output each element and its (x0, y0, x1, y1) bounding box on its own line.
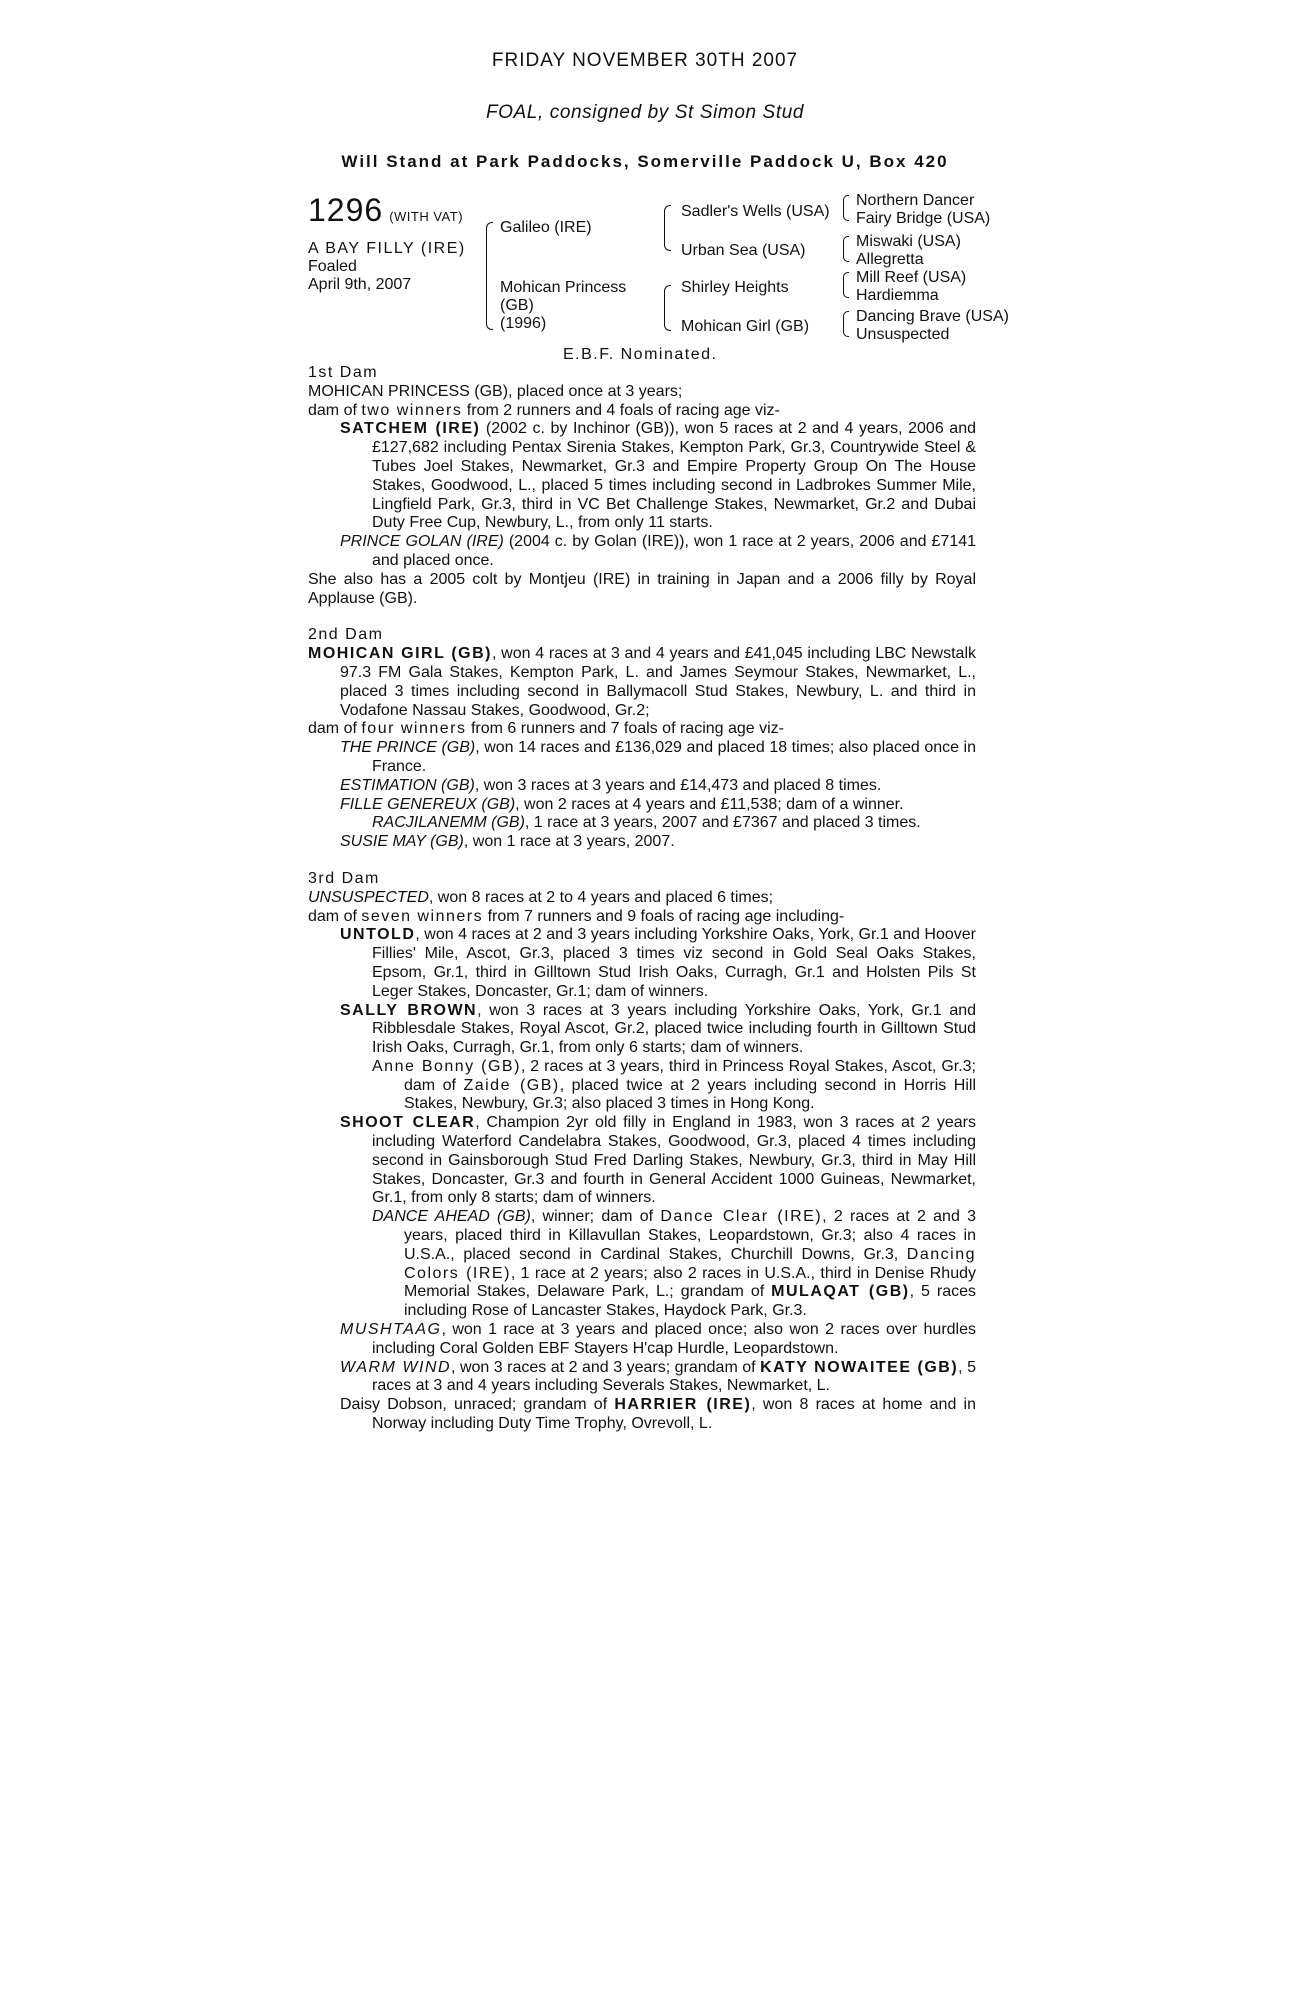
text-run: from 7 runners and 9 foals of racing age including- (483, 907, 845, 925)
text-run: , placed twice at 2 years including second in Horris Hill Stakes, Newbury, Gr.3; also placed 3 times in Hong Kong. (404, 1076, 977, 1113)
produce-entry-untold (308, 926, 976, 1001)
text-run: , winner; dam of (530, 1208, 661, 1226)
text-run: , 1 race at 3 years, 2007 and £7367 and placed 3 times. (524, 814, 921, 832)
produce-entry-shoot-clear (308, 1114, 976, 1208)
horse-name: PRINCE GOLAN (IRE) (340, 533, 504, 551)
ebf-nomination: E.B.F. Nominated. (563, 346, 718, 363)
horse-name: SATCHEM (IRE) (340, 420, 481, 438)
horse-name: UNSUSPECTED (308, 888, 429, 906)
pedigree-sire-sire: Sadler's Wells (USA) (681, 203, 830, 220)
winners-count: seven winners (361, 907, 484, 925)
second-dam-entry (308, 645, 976, 720)
text-run: , won 4 races at 3 and 4 years and £41,045 including LBC Newstalk 97.3 FM Gala Stakes, Kempton Park, L. and James Seymour Stakes, Newmarket, L., placed 3 times including second in Ballymacoll Stud Stakes, Newbury, L. and third in Vodafone Nassau Stakes, Goodwood, Gr.2; (340, 645, 976, 719)
winners-count: four winners (361, 720, 467, 738)
pedigree-dam-line1: Mohican Princess (500, 279, 627, 296)
produce-entry-the-prince (308, 739, 976, 777)
pedigree-g5: Mill Reef (USA) (856, 269, 967, 286)
produce-entry-sally-brown (308, 1002, 976, 1058)
text-run: dam of (308, 401, 362, 419)
text-run: (2004 c. by Golan (IRE)), won 1 race at 2 years, 2006 and £7141 and placed once. (372, 533, 977, 569)
consignment-line: FOAL, consigned by St Simon Stud (485, 102, 805, 123)
horse-name: WARM WIND (340, 1358, 452, 1376)
produce-entry-warm-wind (308, 1359, 976, 1397)
horse-name: HARRIER (IRE) (614, 1396, 752, 1414)
pedigree-brace (486, 222, 493, 330)
horse-name: Anne Bonny (GB) (372, 1057, 521, 1075)
horse-name: SUSIE MAY (GB) (340, 833, 464, 851)
first-dam-note: She also has a 2005 colt by Montjeu (IRE) in training in Japan and a 2006 filly by Royal Applause (GB). (308, 570, 976, 607)
text-run: , won 1 race at 3 years, 2007. (463, 833, 675, 851)
pedigree-g8: Unsuspected (856, 326, 950, 343)
text-run: , won 3 races at 3 years including Yorkshire Oaks, York, Gr.1 and Ribblesdale Stakes, Royal Ascot, Gr.2, placed twice including fourth in Gilltown Stud Irish Oaks, Curragh, Gr.1, from only 6 starts; dam of winners. (372, 1001, 977, 1057)
produce-entry-satchem (308, 420, 976, 533)
horse-name: MOHICAN GIRL (GB) (308, 645, 492, 663)
text-run: Daisy Dobson, unraced; grandam of (340, 1396, 615, 1414)
produce-entry-susie-may (308, 833, 976, 852)
pedigree-brace (843, 195, 849, 221)
second-dam-heading: 2nd Dam (308, 626, 384, 644)
pedigree-brace (843, 272, 849, 298)
catalogue-body (308, 364, 976, 1434)
spacer (308, 852, 976, 870)
horse-name: Dance Clear (IRE) (660, 1208, 823, 1226)
produce-entry-estimation (308, 777, 976, 796)
text-run: , won 8 races at 2 to 4 years and placed 6 times; (428, 888, 774, 906)
spacer (308, 608, 976, 626)
text-run: , won 4 races at 2 and 3 years including Yorkshire Oaks, York, Gr.1 and Hoover Fillies' Mile, Ascot, Gr.3, placed 3 times viz second in Gold Seal Oaks Stakes, Epsom, Gr.1, third in Gilltown Stud Irish Oaks, Curragh, Gr.1 and Holsten Pils St Leger Stakes, Doncaster, Gr.1; dam of winners. (372, 926, 976, 1000)
text-run: , 5 races at 3 and 4 years including Severals Stakes, Newmarket, L. (372, 1358, 976, 1395)
pedigree-brace (843, 311, 849, 337)
horse-name: RACJILANEMM (GB) (372, 814, 525, 832)
pedigree-dam-line2: (GB) (500, 297, 534, 314)
winners-count: two winners (361, 401, 463, 419)
produce-entry-anne-bonny (308, 1058, 976, 1114)
text-run: dam of (308, 720, 362, 738)
lot-number-block (308, 192, 463, 229)
text-run: from 2 runners and 4 foals of racing age viz- (462, 401, 780, 419)
pedigree-sire: Galileo (IRE) (500, 219, 592, 236)
third-dam-produce-intro (308, 908, 976, 927)
first-dam-line: MOHICAN PRINCESS (GB), placed once at 3 years; (308, 382, 683, 400)
horse-name: SALLY BROWN (340, 1001, 478, 1019)
pedigree-g7: Dancing Brave (USA) (856, 308, 1009, 325)
text-run: , won 1 race at 3 years and placed once; also won 2 races over hurdles including Coral Golden EBF Stayers H'cap Hurdle, Leopardstown. (372, 1321, 976, 1357)
produce-entry-prince-golan (308, 533, 976, 571)
lot-vat: (WITH VAT) (389, 209, 464, 224)
third-dam-heading: 3rd Dam (308, 869, 380, 887)
pedigree-g6: Hardiemma (856, 287, 939, 304)
pedigree-g1: Northern Dancer (856, 192, 975, 209)
produce-entry-daisy-dobson (308, 1396, 976, 1434)
horse-name: ESTIMATION (GB) (340, 776, 475, 794)
pedigree-brace (664, 205, 671, 251)
foaled-date: April 9th, 2007 (308, 276, 412, 293)
first-dam-produce-intro (308, 402, 976, 421)
second-dam-produce-intro (308, 720, 976, 739)
text-run: from 6 runners and 7 foals of racing age viz- (466, 720, 785, 738)
horse-info (308, 240, 466, 294)
pedigree-brace (664, 285, 671, 331)
text-run: dam of (308, 907, 362, 925)
pedigree-g4: Allegretta (856, 251, 924, 268)
pedigree-dam-sire: Shirley Heights (681, 279, 789, 296)
text-run: , won 14 races and £136,029 and placed 18 times; also placed once in France. (372, 739, 976, 775)
horse-name: Dancing Colors (IRE) (404, 1245, 976, 1282)
stand-location: Will Stand at Park Paddocks, Somerville Paddock U, Box 420 (341, 152, 949, 171)
text-run: , 2 races at 3 years, third in Princess Royal Stakes, Ascot, Gr.3; dam of (404, 1057, 976, 1094)
text-run: , won 3 races at 3 years and £14,473 and placed 8 times. (474, 776, 882, 794)
horse-name: Zaide (GB) (463, 1076, 560, 1094)
horse-name: FILLE GENEREUX (GB) (340, 795, 516, 813)
lot-number: 1296 (308, 192, 384, 228)
horse-name: KATY NOWAITEE (GB) (760, 1358, 959, 1376)
text-run: , won 8 races at home and in Norway including Duty Time Trophy, Ovrevoll, L. (372, 1396, 977, 1433)
first-dam-heading: 1st Dam (308, 364, 379, 381)
text-run: (2002 c. by Inchinor (GB)), won 5 races at 2 and 4 years, 2006 and £127,682 including Pentax Sirenia Stakes, Kempton Park, Gr.3, Countrywide Steel & Tubes Joel Stakes, Newmarket, Gr.3 and Empire Property Group On The House Stakes, Goodwood, L., placed 5 times including second in Ladbrokes Summer Mile, Lingfield Park, Gr.3, third in VC Bet Challenge Stakes, Newmarket, Gr.2 and Dubai Duty Free Cup, Newbury, L., from only 11 starts. (372, 420, 976, 532)
horse-name: MUSHTAAG (340, 1321, 442, 1339)
horse-name: THE PRINCE (GB) (340, 739, 476, 757)
produce-entry-racjilanemm (308, 814, 976, 833)
pedigree-dam-dam: Mohican Girl (GB) (681, 318, 810, 335)
horse-name: UNTOLD (340, 926, 416, 944)
third-dam-entry (308, 889, 976, 908)
text-run: , 5 races including Rose of Lancaster Stakes, Haydock Park, Gr.3. (404, 1283, 977, 1320)
horse-name: A BAY FILLY (IRE) (308, 240, 466, 257)
foaled-label: Foaled (308, 258, 357, 275)
horse-name: MULAQAT (GB) (771, 1283, 910, 1301)
pedigree-g2: Fairy Bridge (USA) (856, 210, 991, 227)
produce-entry-mushtaag (308, 1321, 976, 1359)
horse-name: DANCE AHEAD (GB) (372, 1208, 531, 1226)
pedigree-sire-dam: Urban Sea (USA) (681, 242, 806, 259)
produce-entry-fille-genereux (308, 796, 976, 815)
pedigree-g3: Miswaki (USA) (856, 233, 961, 250)
pedigree-dam-line3: (1996) (500, 315, 547, 332)
text-run: , 2 races at 2 and 3 years, placed third in Killavullan Stakes, Leopardstown, Gr.3; also 4 races in U.S.A., placed second in Cardinal Stakes, Churchill Downs, Gr.3, (404, 1208, 977, 1263)
sale-date: FRIDAY NOVEMBER 30TH 2007 (491, 50, 799, 71)
text-run: , 1 race at 2 years; also 2 races in U.S.A., third in Denise Rhudy Memorial Stakes, Delaware Park, L.; grandam of (404, 1264, 977, 1301)
text-run: , won 2 races at 4 years and £11,538; dam of a winner. (515, 795, 904, 813)
horse-name: SHOOT CLEAR (340, 1114, 476, 1132)
produce-entry-dance-ahead (308, 1208, 976, 1321)
text-run: , won 3 races at 2 and 3 years; grandam of (451, 1358, 761, 1376)
text-run: , Champion 2yr old filly in England in 1983, won 3 races at 2 years including Waterford Candelabra Stakes, Goodwood, Gr.3, placed 4 times including second in Gainsborough Stud Fred Darling Stakes, Newbury, Gr.3, third in May Hill Stakes, Doncaster, Gr.3 and fourth in General Accident 1000 Guineas, Newmarket, Gr.1, from only 8 starts; dam of winners. (372, 1114, 977, 1207)
pedigree-brace (843, 236, 849, 262)
